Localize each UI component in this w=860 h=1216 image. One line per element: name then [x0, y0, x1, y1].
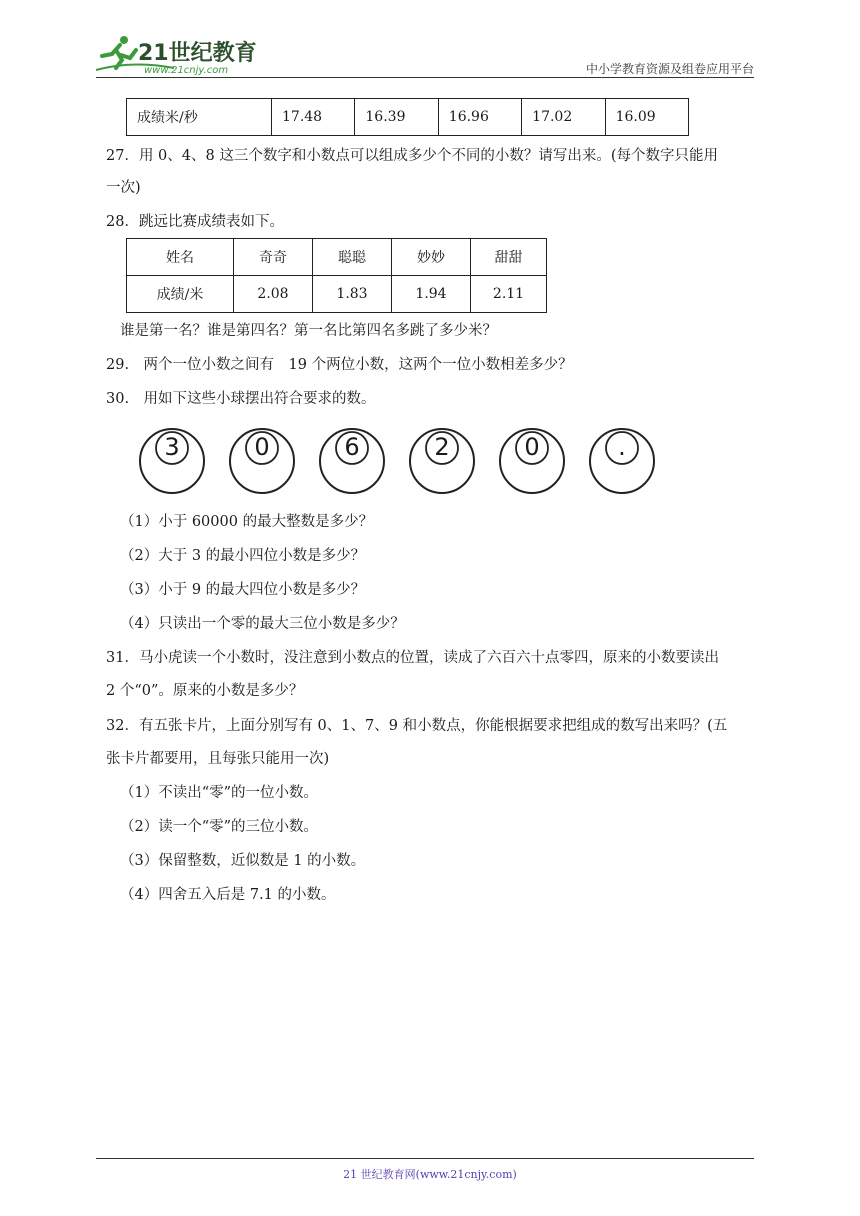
question-32-sub-1: （1）不读出“零”的一位小数。	[120, 785, 319, 801]
table-header-cell: 妙妙	[392, 239, 471, 276]
long-jump-table	[126, 238, 547, 313]
question-28-title: 28．跳远比赛成绩表如下。	[106, 214, 284, 230]
question-27-line2: 一次)	[106, 180, 141, 196]
question-32-sub-3: （3）保留整数，近似数是 1 的小数。	[120, 853, 366, 869]
question-32-sub-2: （2）读一个“零”的三位小数。	[120, 819, 319, 835]
table-header-cell: 奇奇	[234, 239, 313, 276]
question-29: 29. 两个一位小数之间有 19 个两位小数，这两个一位小数相差多少？	[106, 357, 573, 373]
table-cell: 17.02	[522, 99, 605, 136]
header-divider	[96, 77, 754, 78]
question-31-line2: 2 个“0”。原来的小数是多少？	[106, 683, 304, 699]
footer-link[interactable]: 21 世纪教育网(www.21cnjy.com)	[343, 1168, 517, 1181]
table-cell: 成绩/米	[127, 276, 234, 313]
ball-0: 0	[498, 428, 566, 494]
question-30-title: 30. 用如下这些小球摆出符合要求的数。	[106, 391, 376, 407]
question-32-sub-4: （4）四舍五入后是 7.1 的小数。	[120, 887, 336, 903]
question-28-text: 谁是第一名？谁是第四名？第一名比第四名多跳了多少米？	[120, 323, 497, 339]
platform-title: 中小学教育资源及组卷应用平台	[585, 62, 754, 76]
question-32-line2: 张卡片都要用，且每张只能用一次)	[106, 751, 330, 767]
table-row-label: 成绩米/秒	[127, 99, 272, 136]
table-header-cell: 姓名	[127, 239, 234, 276]
table-cell: 1.94	[392, 276, 471, 313]
footer-divider	[96, 1158, 754, 1159]
table-cell: 2.08	[234, 276, 313, 313]
table-cell: 16.39	[355, 99, 438, 136]
svg-text:www.21cnjy.com: www.21cnjy.com	[144, 65, 229, 76]
question-30-sub-4: （4）只读出一个零的最大三位小数是多少？	[120, 616, 405, 632]
ball-2: 2	[408, 428, 476, 494]
table-cell: 17.48	[272, 99, 355, 136]
ball-0: 0	[228, 428, 296, 494]
ball-6: 6	[318, 428, 386, 494]
question-31-line1: 31．马小虎读一个小数时，没注意到小数点的位置，读成了六百六十点零四，原来的小数要读出	[106, 650, 719, 666]
question-30-sub-1: （1）小于 60000 的最大整数是多少？	[120, 514, 374, 530]
table-cell: 16.96	[438, 99, 521, 136]
table-cell: 2.11	[471, 276, 547, 313]
question-27-line1: 27．用 0、4、8 这三个数字和小数点可以组成多少个不同的小数？请写出来。(每个数字只能用	[106, 148, 718, 164]
number-balls	[138, 428, 668, 498]
svg-text:21世纪教育: 21世纪教育	[138, 41, 257, 66]
question-30-sub-2: （2）大于 3 的最小四位小数是多少？	[120, 548, 366, 564]
table-cell: 16.09	[605, 99, 688, 136]
table-header-cell: 甜甜	[471, 239, 547, 276]
table-header-cell: 聪聪	[313, 239, 392, 276]
site-logo	[94, 34, 264, 78]
table-cell: 1.83	[313, 276, 392, 313]
speed-results-table	[126, 98, 689, 136]
question-32-line1: 32．有五张卡片，上面分别写有 0、1、7、9 和小数点，你能根据要求把组成的数写出来吗？(五	[106, 718, 728, 734]
ball-3: 3	[138, 428, 206, 494]
ball-decimal-point: .	[588, 428, 656, 494]
question-30-sub-3: （3）小于 9 的最大四位小数是多少？	[120, 582, 366, 598]
